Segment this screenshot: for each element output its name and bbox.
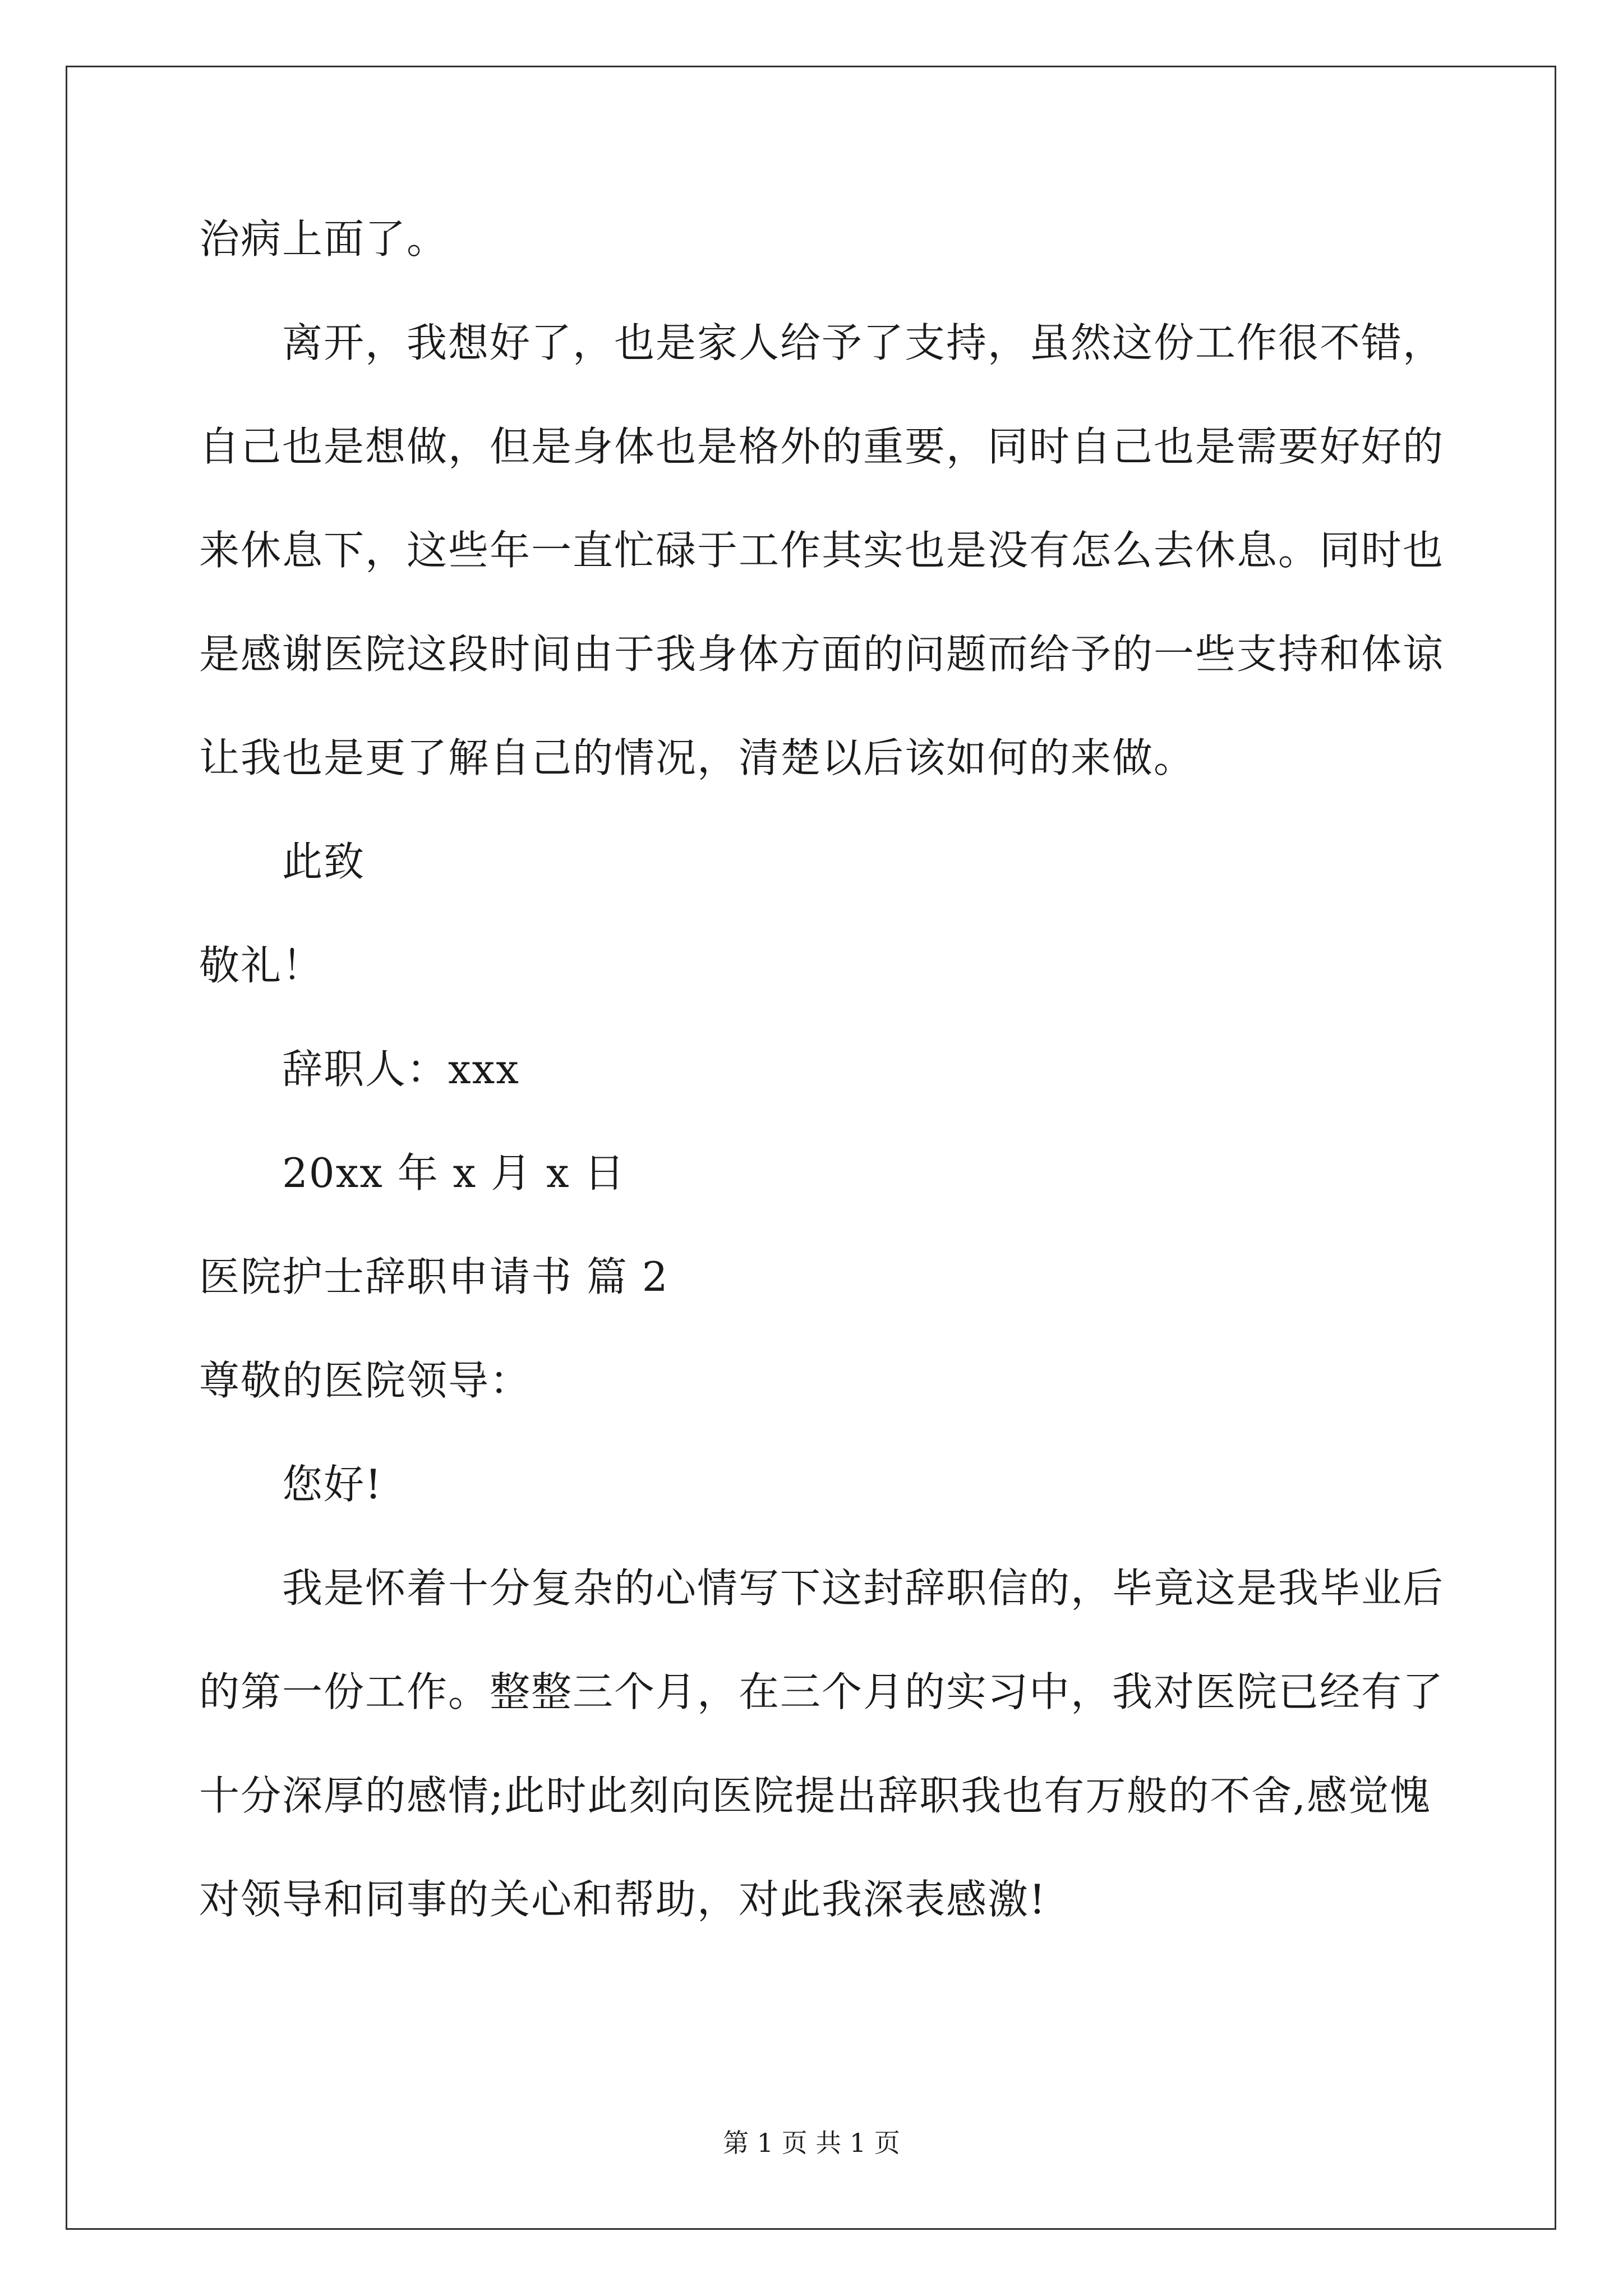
body-line: 让我也是更了解自己的情况，清楚以后该如何的来做。 [199,734,1196,781]
body-line: 对领导和同事的关心和帮助，对此我深表感激! [199,1876,1046,1923]
section-title: 医院护士辞职申请书 篇 2 [199,1253,669,1300]
closing-salutation: 此致 [282,838,366,885]
closing-regards: 敬礼！ [199,942,324,989]
body-line: 十分深厚的感情;此时此刻向医院提出辞职我也有万般的不舍,感觉愧 [199,1772,1432,1819]
body-line: 离开，我想好了，也是家人给予了支持，虽然这份工作很不错， [282,319,1445,366]
body-line: 自己也是想做，但是身体也是格外的重要，同时自己也是需要好好的 [199,423,1445,470]
signature-name: 辞职人：xxx [282,1046,520,1093]
letter-greeting: 尊敬的医院领导： [199,1357,532,1404]
body-line: 是感谢医院这段时间由于我身体方面的问题而给予的一些支持和体谅 [199,631,1445,678]
body-line: 的第一份工作。整整三个月，在三个月的实习中，我对医院已经有了 [199,1668,1445,1715]
body-line: 治病上面了。 [199,215,449,263]
page-footer: 第 1 页 共 1 页 [723,2128,900,2158]
body-line: 我是怀着十分复杂的心情写下这封辞职信的，毕竟这是我毕业后 [282,1565,1445,1612]
body-line: 来休息下，这些年一直忙碌于工作其实也是没有怎么去休息。同时也 [199,527,1445,574]
letter-hello: 您好! [282,1461,382,1508]
signature-date: 20xx 年 x 月 x 日 [282,1149,626,1197]
